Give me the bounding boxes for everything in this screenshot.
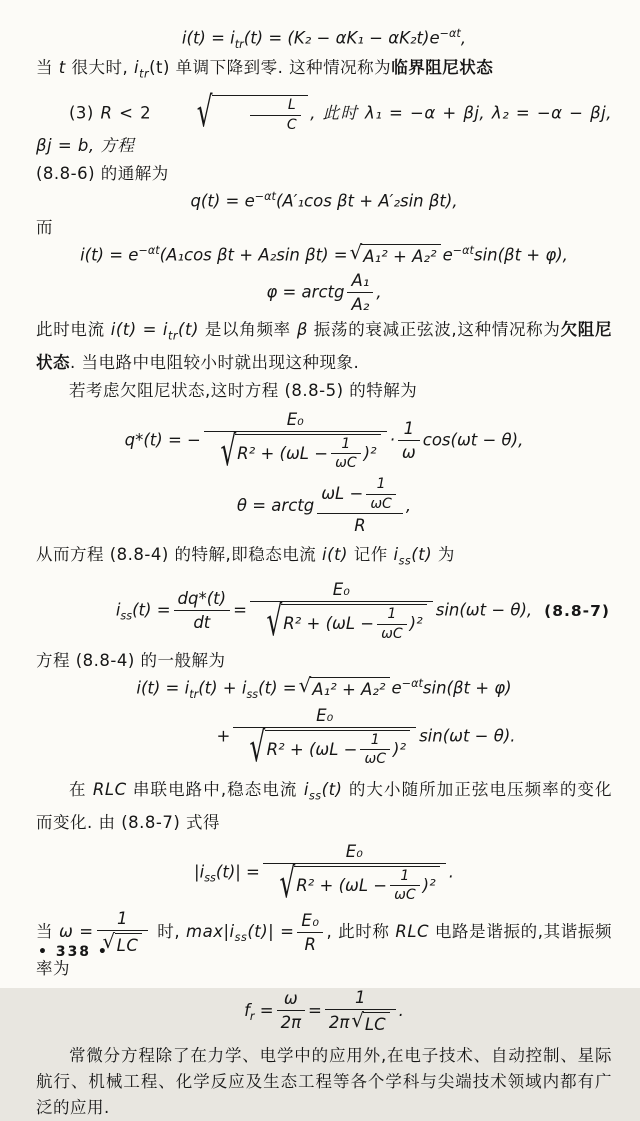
formula-steady-state-current (36, 580, 612, 646)
text: 电路是谐振的,其谐振频率为 (36, 922, 612, 978)
math-text: RLC (92, 780, 127, 800)
text: 时, (151, 922, 187, 942)
radical (349, 241, 441, 268)
radical (351, 1008, 389, 1035)
radical (256, 597, 427, 646)
math-text: R² + (ωL − (237, 443, 329, 463)
denominator: ωC (360, 749, 390, 767)
para-general-solution-intro (36, 648, 612, 674)
math-text: . (398, 1000, 404, 1020)
math-text: ω = (59, 922, 94, 942)
radicand: LC (115, 933, 143, 956)
math-text: i(t) = i (181, 28, 235, 48)
radicand: LC (363, 1012, 390, 1035)
radicand (212, 95, 308, 133)
text: (t) 单调下降到零. 这种情况称为 (149, 57, 392, 77)
math-text: . (448, 862, 454, 882)
para-rlc-series (36, 777, 612, 835)
numerator: E₀ (301, 910, 320, 930)
math-text: θ = arctg (236, 496, 315, 516)
radicand (235, 434, 381, 472)
radical-sign: √ (351, 1008, 364, 1032)
term-critical-damping: 临界阻尼状态 (391, 57, 494, 77)
math-text: sin(βt + φ), (473, 245, 568, 265)
numerator: E₀ (332, 580, 350, 600)
math-text: )² (363, 443, 377, 463)
radical (210, 426, 381, 475)
numerator: E₀ (316, 705, 334, 725)
numerator: 1 (341, 435, 351, 452)
denominator: 2π (277, 1010, 305, 1033)
math-text: i(t) = e (80, 245, 139, 265)
subscript: tr (139, 67, 150, 81)
math-text: (A′₁cos βt + A′₂sin βt), (275, 191, 458, 211)
numerator: 1 (387, 606, 397, 623)
denominator (250, 597, 433, 646)
denominator: ωC (331, 453, 361, 471)
radicand (281, 604, 427, 642)
para-steady-state-intro (36, 542, 612, 574)
math-text: f (244, 1000, 250, 1020)
denominator (263, 858, 446, 907)
numerator: E₀ (286, 409, 304, 429)
fraction (204, 409, 387, 475)
radical (298, 674, 390, 701)
formula-critical-damping-current (36, 27, 612, 52)
math-text: (A₁cos βt + A₂sin βt) = (159, 245, 348, 265)
math-text: (t) (178, 320, 199, 340)
math-text: = (308, 1000, 322, 1020)
text: 方程 (8.8-4) 的一般解为 (36, 651, 226, 670)
fraction (366, 477, 396, 512)
text: 若考虑欠阻尼状态,这时方程 (8.8-5) 的特解为 (69, 380, 418, 400)
text: 振荡的衰减正弦波,这种情况称为 (307, 320, 561, 340)
exponent: −αt (401, 677, 423, 690)
fraction (360, 733, 390, 768)
denominator: R (317, 513, 403, 536)
fraction (398, 419, 420, 463)
fraction (250, 580, 433, 646)
text: 记作 (347, 545, 394, 565)
exponent: −αt (138, 244, 160, 258)
math-text: )² (422, 875, 436, 895)
radicand (294, 866, 440, 904)
numerator: ω (283, 989, 298, 1009)
math-text: )² (393, 739, 407, 759)
radical (269, 858, 440, 907)
math-text: φ = arctg (266, 282, 345, 302)
math-text: (t) = (258, 678, 297, 698)
denominator (325, 1009, 396, 1035)
math-text: (t) = (K₂ − αK₁ − αK₂t)e (243, 28, 440, 48)
math-text: 2π (328, 1012, 350, 1032)
math-text: i(t) = i (136, 678, 190, 698)
math-text: e (391, 678, 402, 698)
text: . 当电路中电阻较小时就出现这种现象. (70, 352, 360, 372)
fraction (233, 705, 416, 771)
text: (8.8-6) 的通解为 (36, 163, 169, 183)
math-text: , (405, 496, 412, 516)
denominator: R (297, 932, 323, 955)
subscript: ss (120, 609, 133, 623)
math-text: (t) = (132, 600, 171, 620)
math-text: i (303, 780, 309, 800)
math-text: , (376, 282, 382, 302)
formula-underdamped-current (36, 241, 612, 268)
radical-sign: √ (298, 674, 312, 698)
math-text: R² + (ωL − (266, 739, 358, 759)
subscript: ss (204, 871, 216, 885)
radical-sign: √ (102, 930, 116, 954)
fraction (263, 841, 446, 907)
subscript: tr (168, 329, 179, 343)
denominator: ωC (366, 494, 396, 512)
math-text: i(t) = i (110, 320, 169, 340)
fraction (250, 98, 301, 133)
math-text: max|i (186, 922, 235, 942)
fraction (297, 911, 323, 955)
variable-t: t (58, 57, 66, 77)
subscript: tr (189, 687, 199, 701)
radical-sign: √ (266, 597, 283, 646)
numerator: 1 (355, 987, 366, 1007)
numerator: 1 (400, 867, 410, 884)
subscript: tr (234, 37, 244, 51)
text: , 此时称 (326, 922, 396, 942)
fraction (331, 437, 361, 472)
radical-sign: √ (196, 88, 213, 137)
formula-general-solution-line2 (36, 705, 612, 771)
operator-dot: · (389, 430, 395, 450)
numerator (317, 477, 403, 513)
radicand (265, 730, 411, 768)
denominator (233, 722, 416, 771)
text: 而 (36, 218, 53, 238)
denominator (204, 426, 387, 475)
fraction (317, 477, 403, 536)
math-text: i (115, 600, 121, 620)
radical-sign: √ (220, 426, 237, 475)
page-number: • 338 • (38, 944, 109, 960)
text: 是以角频率 (198, 320, 297, 340)
para-applications (36, 1043, 612, 1121)
exponent: −αt (254, 189, 276, 203)
formula-resonance-frequency (36, 988, 612, 1035)
formula-phase-phi (36, 271, 612, 315)
text: 为 (432, 545, 455, 565)
formula-amplitude (36, 841, 612, 907)
subscript: ss (308, 789, 322, 803)
radicand: A₁² + A₂² (361, 244, 440, 268)
math-text: sin(ωt − θ). (419, 726, 516, 746)
math-text: R < (100, 103, 141, 123)
fraction (277, 989, 305, 1033)
subscript: ss (234, 931, 248, 945)
text: 常微分方程除了在力学、电学中的应用外,在电子技术、自动控制、星际航行、机械工程、化学反应及生态工程等各个学科与尖端技术领域内都有广泛的应用. (36, 1045, 612, 1117)
math-text: R² + (ωL − (296, 875, 388, 895)
para-resonance (36, 909, 612, 982)
para-case3-condition (36, 88, 612, 159)
math-text: , (460, 28, 467, 48)
math-text: cos(ωt − θ), (422, 430, 524, 450)
math-text: , 此时 λ₁ = −α + βj, λ₂ = −α − βj, βj = b, 方程 (36, 103, 612, 155)
denominator: C (250, 115, 301, 133)
math-text: q(t) = e (190, 191, 255, 211)
variable-beta: β (296, 320, 308, 340)
math-text: ωL − (321, 484, 364, 504)
para-particular-solution-intro (36, 378, 612, 404)
math-text: (t) + i (198, 678, 247, 698)
numerator: 1 (370, 731, 380, 748)
denominator: dt (174, 610, 231, 633)
text: 的大小随所加正弦电压频率的变化而变化. 由 (8.8-7) 式得 (36, 780, 612, 832)
para-underdamping (36, 317, 612, 375)
math-text: i(t) (322, 545, 348, 565)
math-text: = (233, 600, 247, 620)
radical (239, 722, 410, 771)
numerator: L (287, 97, 297, 114)
subscript: ss (398, 554, 412, 568)
variable-i: i (133, 57, 140, 77)
math-text: (t)| = (247, 922, 295, 942)
radical (153, 88, 308, 137)
numerator: dq*(t) (177, 589, 227, 609)
denominator: ωC (377, 624, 407, 642)
math-text: 2 (140, 103, 152, 123)
numerator: A₁ (351, 270, 370, 290)
subscript: ss (246, 687, 259, 701)
text: 很大时, (65, 57, 134, 77)
text: 此时电流 (36, 320, 111, 340)
math-text: (t)| = (215, 862, 260, 882)
para-er (36, 215, 612, 241)
subscript: r (249, 1010, 255, 1024)
equation-number: (8.8-7) (544, 602, 610, 621)
math-text: e (442, 245, 453, 265)
exponent: −αt (452, 244, 474, 258)
formula-general-solution-line1 (36, 674, 612, 702)
para-critical-damping (36, 55, 612, 87)
formula-phase-theta (36, 477, 612, 536)
formula-general-solution-q (36, 190, 612, 212)
fraction (347, 271, 373, 315)
math-text: |i (194, 862, 205, 882)
fraction (377, 607, 407, 642)
math-text: + (216, 726, 231, 746)
numerator: 1 (403, 418, 415, 438)
math-text: (t) (411, 545, 433, 565)
math-text: RLC (395, 922, 430, 942)
text: 当 (36, 57, 59, 77)
math-text: sin(βt + φ) (422, 678, 512, 698)
text: 从而方程 (8.8-4) 的特解,即稳态电流 (36, 545, 323, 565)
text: (3) (69, 103, 101, 123)
math-text: R² + (ωL − (283, 614, 375, 634)
math-text: i (393, 545, 399, 565)
denominator: ω (398, 440, 420, 463)
radical-sign: √ (349, 241, 363, 265)
para-case3-continued (36, 161, 612, 187)
text: 在 (69, 780, 93, 800)
math-text: )² (409, 614, 423, 634)
fraction (325, 988, 396, 1035)
formula-particular-solution-q (36, 409, 612, 475)
term-underdamping: 欠阻尼状态 (36, 320, 613, 372)
numerator: 1 (116, 909, 128, 929)
denominator: ωC (390, 885, 420, 903)
radical-sign: √ (249, 722, 266, 771)
text: 串联电路中,稳态电流 (126, 780, 304, 800)
math-text: (t) (321, 780, 343, 800)
exponent: −αt (439, 27, 461, 40)
fraction (390, 869, 420, 904)
text: 当 (36, 922, 60, 942)
math-text: = (259, 1000, 274, 1020)
numerator: 1 (376, 476, 386, 493)
math-text: q*(t) = − (124, 430, 201, 450)
numerator: E₀ (345, 841, 363, 861)
equation-row-887 (36, 580, 612, 646)
denominator: A₂ (347, 292, 373, 315)
math-text: sin(ωt − θ), (435, 600, 533, 620)
radical-sign: √ (279, 858, 296, 907)
radicand: A₁² + A₂² (310, 677, 389, 701)
fraction (174, 589, 231, 633)
